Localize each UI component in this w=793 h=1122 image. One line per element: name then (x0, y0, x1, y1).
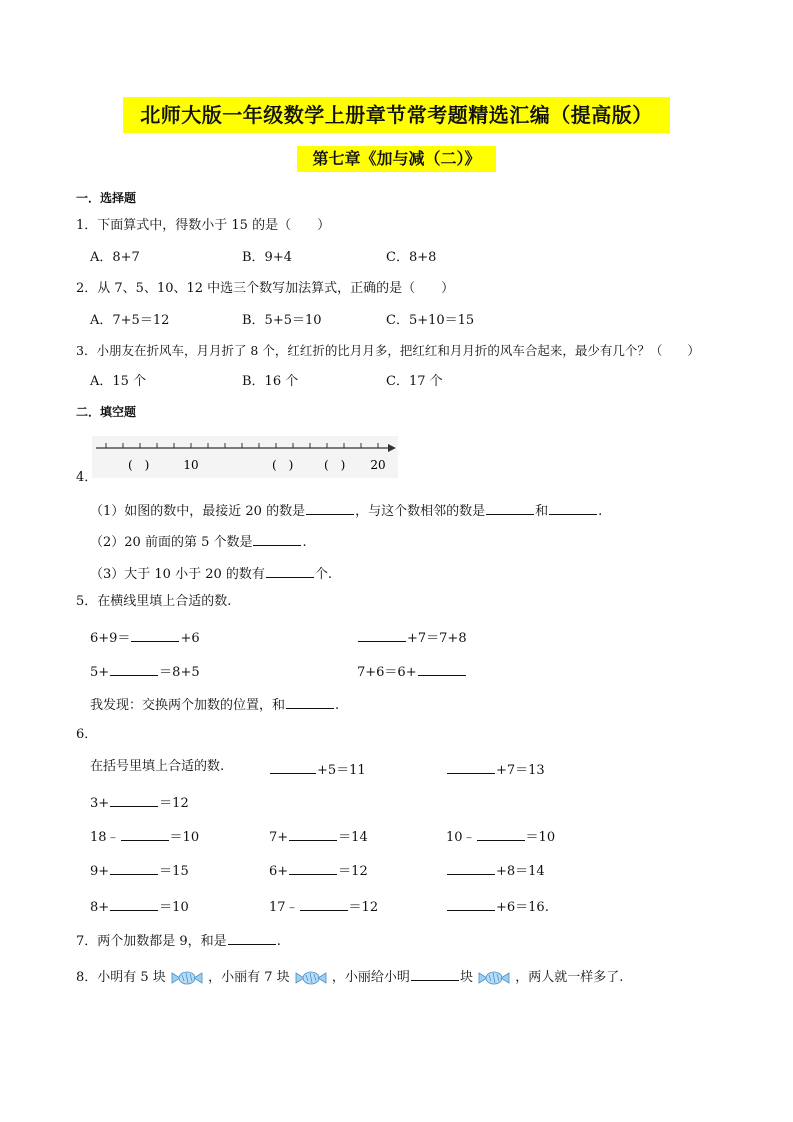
question-8 (76, 966, 623, 989)
q5-eq3-pre: 5+ (90, 665, 110, 680)
q6-eq6-post: ＝10 (525, 830, 556, 845)
q6-blank-9[interactable] (447, 860, 495, 875)
q6-eq9-text: +8＝14 (496, 864, 545, 879)
q5-eq4-pre: 7+6＝6+ (357, 665, 417, 680)
q5-blank-3[interactable] (110, 661, 158, 676)
q4-p1-text-c: 和 (535, 504, 549, 519)
question-3-option-b: B．16 个 (242, 374, 299, 389)
q5-blank-finding[interactable] (286, 694, 334, 709)
q4-blank-neighbor-2[interactable] (549, 500, 597, 515)
question-2-option-c: C．5+10＝15 (386, 313, 475, 328)
q8-text-a: 8．小明有 5 块 (76, 970, 166, 985)
q6-eq7-post: ＝15 (159, 864, 189, 879)
q4-p2-text-a: （2）20 前面的第 5 个数是 (90, 535, 253, 550)
q5-eq1-post: +6 (180, 631, 200, 646)
q6-equation-1 (269, 759, 366, 779)
question-2-option-b: B．5+5＝10 (242, 313, 322, 328)
q6-blank-6[interactable] (477, 826, 525, 841)
question-2-stem: 2．从 7、5、10、12 中选三个数写加法算式，正确的是（ ） (76, 281, 455, 296)
q6-eq6-pre: 10﹣ (446, 830, 476, 845)
q6-equation-2 (446, 759, 545, 779)
q6-blank-4[interactable] (121, 826, 169, 841)
candy-icon (170, 969, 204, 987)
q4-blank-count[interactable] (266, 563, 314, 578)
q6-eq11-pre: 17﹣ (269, 900, 299, 915)
q6-eq1-text: +5＝11 (317, 763, 366, 778)
q6-blank-12[interactable] (447, 896, 495, 911)
candy-icon (294, 969, 328, 987)
q6-equation-4 (90, 826, 199, 846)
q7-text-pre: 7．两个加数都是 9，和是 (76, 934, 227, 949)
q5-blank-2[interactable] (358, 627, 406, 642)
q4-blank-neighbor-1[interactable] (486, 500, 534, 515)
question-1-option-a: A．8+7 (90, 250, 140, 265)
question-3-option-c: C．17 个 (386, 374, 443, 389)
section-fill-heading: 二．填空题 (76, 405, 137, 419)
q5-eq2-post: +7＝7+8 (407, 631, 467, 646)
q6-eq10-post: ＝10 (159, 900, 189, 915)
question-3-stem: 3．小朋友在折风车，月月折了 8 个，红红折的比月月多，把红红和月月折的风车合起来，最少有几个？（ ） (76, 343, 700, 358)
q5-equation-4 (357, 661, 467, 681)
q6-eq4-post: ＝10 (169, 830, 200, 845)
q6-eq4-pre: 18﹣ (90, 830, 120, 845)
q6-blank-3[interactable] (110, 792, 158, 807)
q6-eq12-text: +6＝16. (496, 900, 549, 915)
q6-equation-7 (90, 860, 189, 880)
q6-equation-10 (90, 896, 189, 916)
q5-blank-4[interactable] (418, 661, 466, 676)
q6-blank-11[interactable] (300, 896, 348, 911)
question-4-number: 4． (76, 470, 98, 485)
candy-icon (477, 969, 511, 987)
number-line-figure (92, 436, 398, 478)
q6-eq7-pre: 9+ (90, 864, 110, 879)
q5-eq1-pre: 6+9＝ (90, 631, 131, 646)
q6-equation-11 (269, 896, 378, 916)
chapter-title: 第七章《加与减（二）》 (297, 146, 496, 172)
question-4-part-1 (90, 500, 602, 520)
q6-blank-5[interactable] (289, 826, 337, 841)
q4-p3-text-a: （3）大于 10 小于 20 的数有 (90, 567, 265, 582)
q5-equation-2 (357, 627, 467, 647)
q8-text-d: 块 (459, 970, 473, 985)
q8-text-e: ，两人就一样多了. (515, 970, 624, 985)
number-line-paren-2: ( ) (272, 458, 294, 472)
document-title: 北师大版一年级数学上册章节常考题精选汇编（提高版） (123, 97, 670, 133)
q6-eq3-pre: 3+ (90, 796, 110, 811)
q8-text-c: ，小丽给小明 (331, 970, 410, 985)
q6-equation-8 (269, 860, 368, 880)
q4-p3-text-b: 个. (314, 567, 333, 582)
q5-equation-3 (90, 661, 200, 681)
question-6-intro: 在括号里填上合适的数. (90, 759, 225, 774)
question-4-part-2 (90, 531, 307, 551)
q4-p1-text-b: ，与这个数相邻的数是 (355, 504, 486, 519)
q6-blank-1[interactable] (270, 759, 316, 774)
q4-p2-text-b: . (302, 535, 307, 550)
q5-equation-1 (90, 627, 200, 647)
q8-blank-give[interactable] (411, 966, 459, 981)
q5-finding-post: . (335, 698, 340, 713)
q8-text-b: ，小丽有 7 块 (208, 970, 290, 985)
q5-blank-1[interactable] (131, 627, 179, 642)
q6-equation-9 (446, 860, 545, 880)
q6-eq10-pre: 8+ (90, 900, 110, 915)
number-line-label-10: 10 (183, 458, 199, 472)
question-1-stem: 1．下面算式中，得数小于 15 的是（ ） (76, 218, 331, 233)
q5-finding-pre: 我发现：交换两个加数的位置，和 (90, 698, 286, 713)
question-6-number: 6． (76, 727, 98, 742)
q7-blank-sum[interactable] (228, 930, 276, 945)
q6-eq5-pre: 7+ (269, 830, 289, 845)
q6-equation-5 (269, 826, 368, 846)
question-3-option-a: A．15 个 (90, 374, 147, 389)
q6-eq2-text: +7＝13 (496, 763, 545, 778)
question-4-part-3 (90, 563, 332, 583)
q6-eq5-post: ＝14 (338, 830, 368, 845)
number-line-label-20: 20 (370, 458, 386, 472)
q7-text-post: . (276, 934, 281, 949)
question-5-stem: 5．在横线里填上合适的数. (76, 594, 232, 609)
q4-p1-text-a: （1）如图的数中，最接近 20 的数是 (90, 504, 306, 519)
q4-blank-fifth-before[interactable] (253, 531, 301, 546)
q4-p1-text-d: . (598, 504, 603, 519)
question-7 (76, 930, 281, 950)
q4-blank-closest[interactable] (306, 500, 354, 515)
q6-blank-7[interactable] (110, 860, 158, 875)
q5-finding (90, 694, 339, 714)
q6-eq8-pre: 6+ (269, 864, 289, 879)
number-line-paren-3: ( ) (324, 458, 346, 472)
q5-eq3-post: ＝8+5 (159, 665, 200, 680)
question-1-option-b: B．9+4 (242, 250, 292, 265)
q6-blank-10[interactable] (110, 896, 158, 911)
q6-blank-8[interactable] (289, 860, 337, 875)
section-choice-heading: 一．选择题 (76, 191, 137, 205)
question-1-option-c: C．8+8 (386, 250, 437, 265)
question-2-option-a: A．7+5＝12 (90, 313, 170, 328)
q6-equation-6 (446, 826, 555, 846)
q6-equation-12 (446, 896, 549, 916)
q6-blank-2[interactable] (447, 759, 495, 774)
q6-eq11-post: ＝12 (348, 900, 379, 915)
q6-equation-3 (90, 792, 189, 812)
q6-eq3-post: ＝12 (159, 796, 189, 811)
number-line-paren-1: ( ) (128, 458, 150, 472)
q6-eq8-post: ＝12 (338, 864, 368, 879)
